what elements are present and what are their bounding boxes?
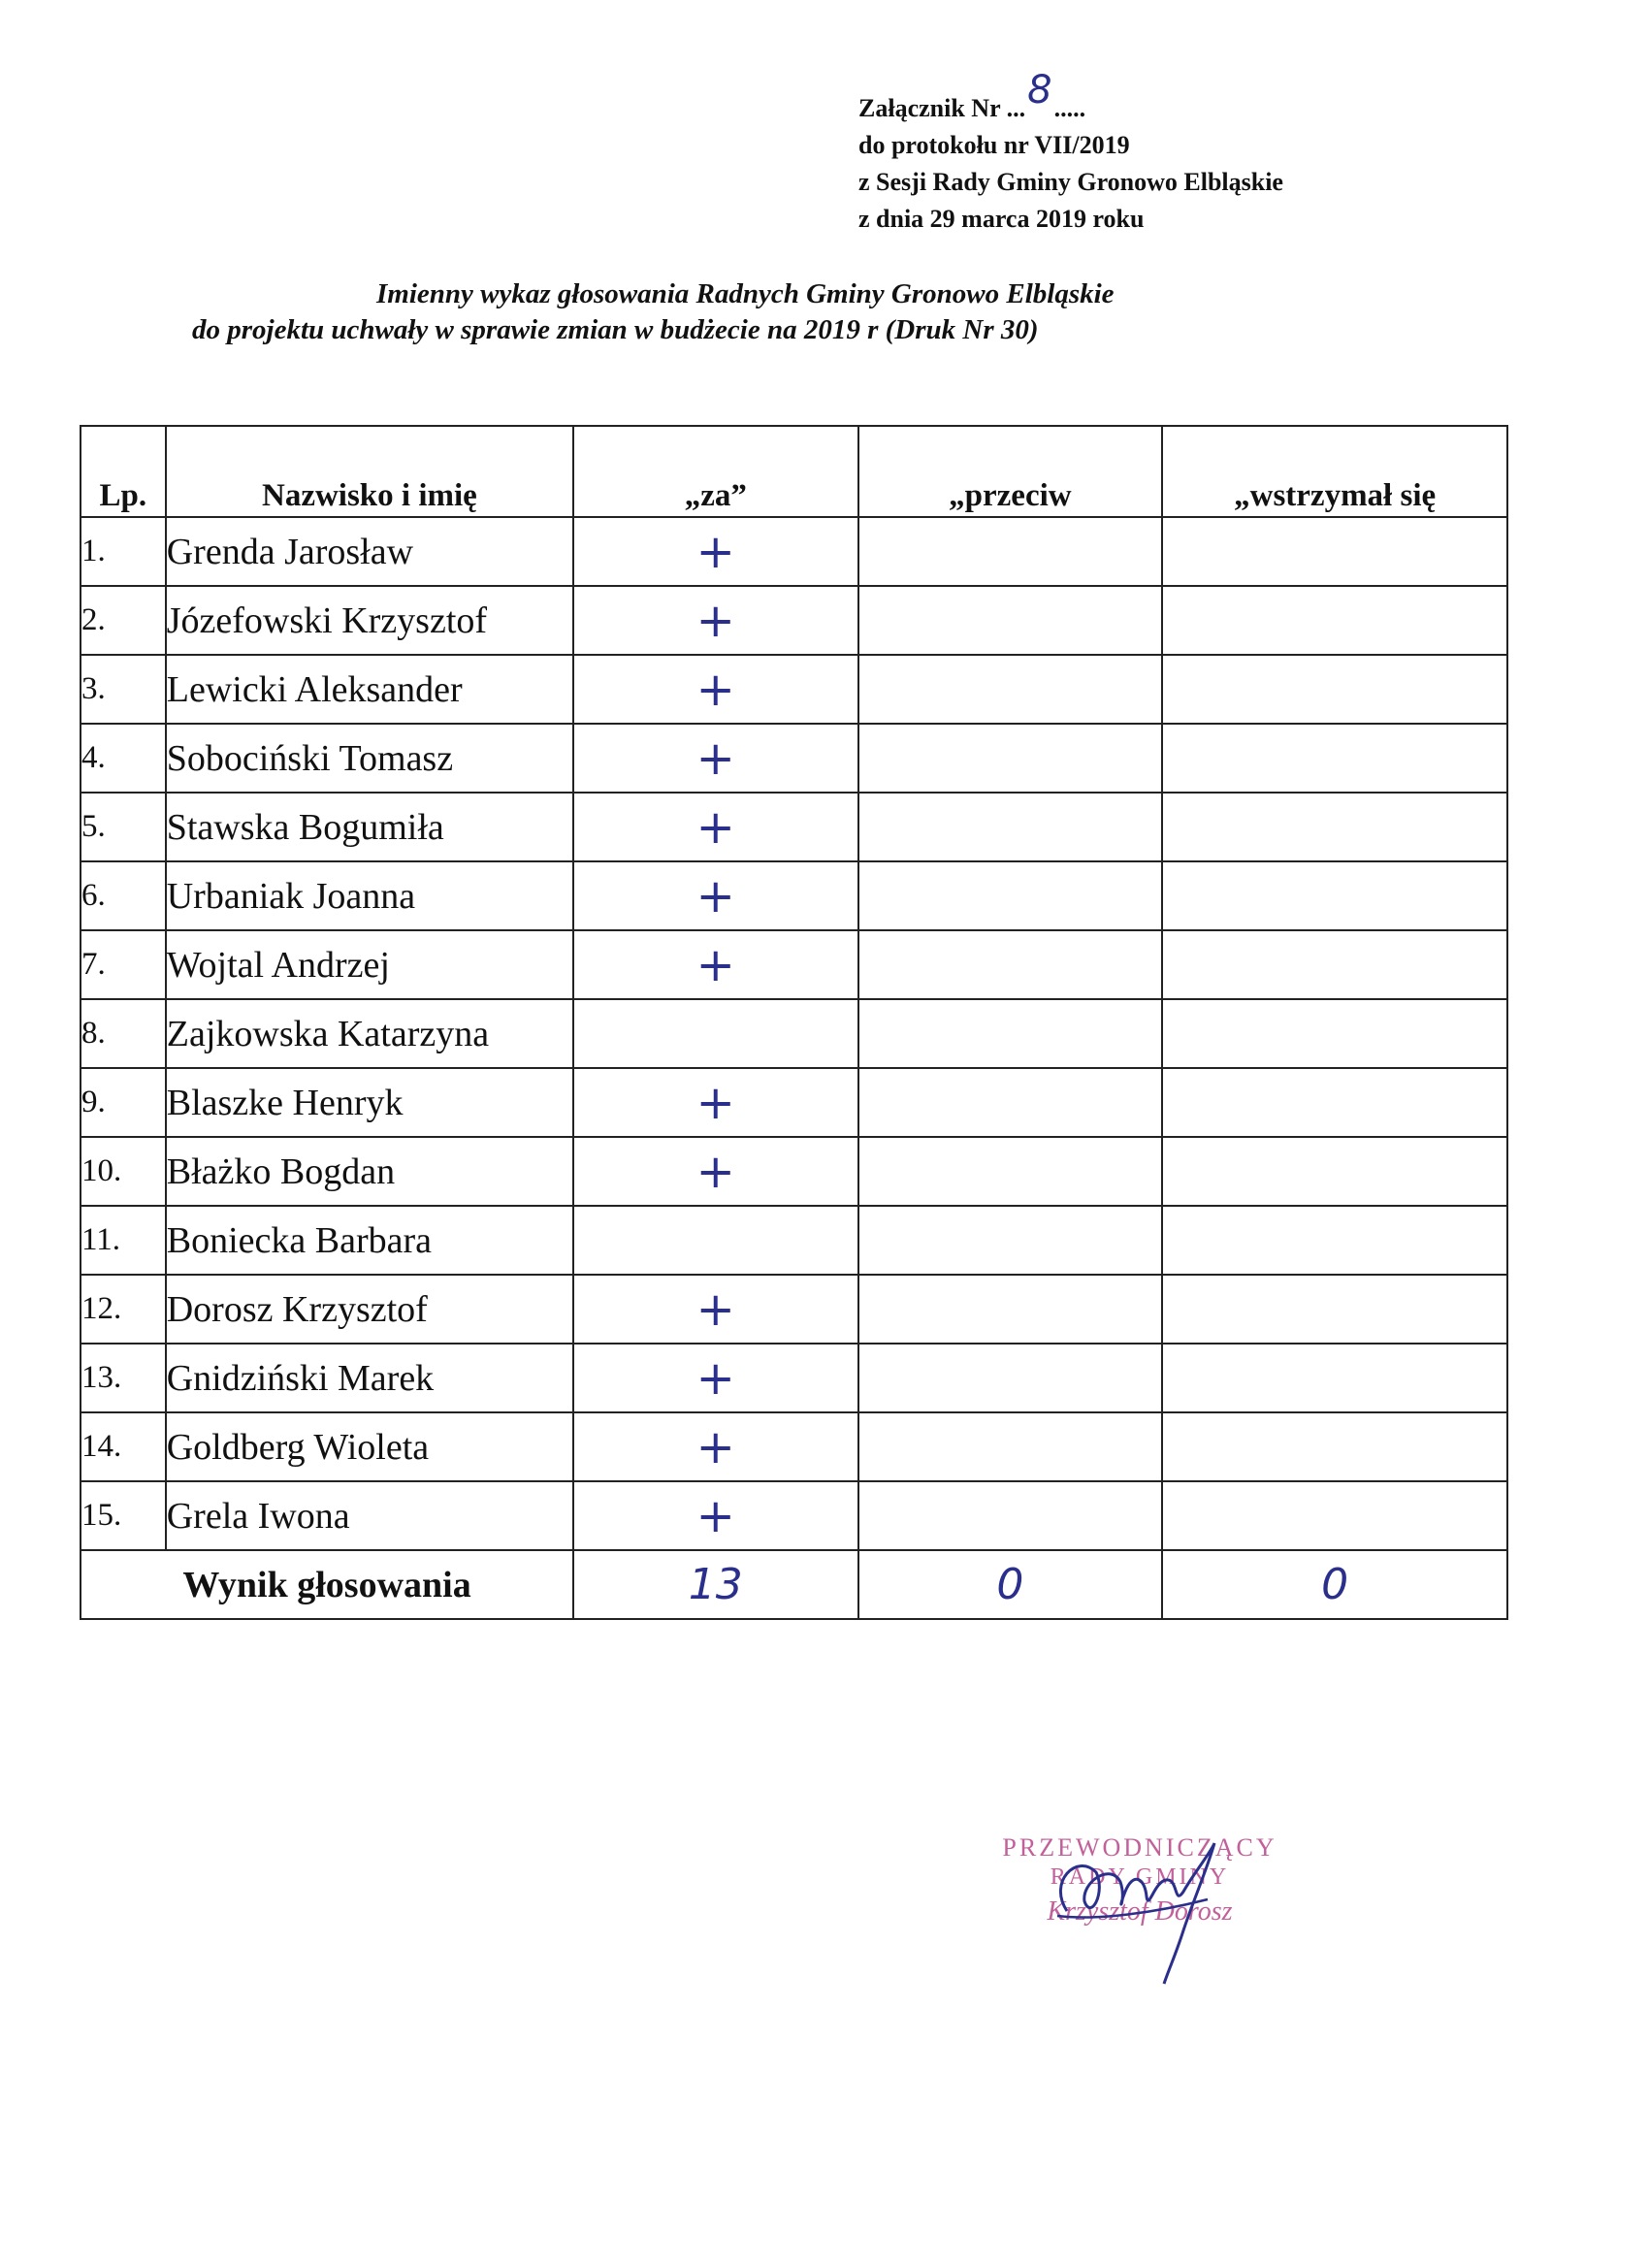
row-przeciw [858, 586, 1163, 655]
row-przeciw [858, 655, 1163, 724]
row-wstrzymal [1162, 1481, 1507, 1550]
row-wstrzymal [1162, 1344, 1507, 1412]
row-za [573, 999, 857, 1068]
row-lp: 15. [81, 1481, 166, 1550]
row-wstrzymal [1162, 793, 1507, 861]
row-przeciw [858, 1068, 1163, 1137]
row-lp: 11. [81, 1206, 166, 1275]
header-wstrzymal: „wstrzymał się [1162, 426, 1507, 517]
result-wstrzymal: 0 [1162, 1550, 1507, 1619]
row-name: Grela Iwona [166, 1481, 573, 1550]
row-przeciw [858, 1137, 1163, 1206]
row-za: + [573, 586, 857, 655]
result-row [81, 1550, 1507, 1619]
header-za: „za” [573, 426, 857, 517]
row-lp: 5. [81, 793, 166, 861]
voting-table [80, 425, 1508, 1620]
row-przeciw [858, 1344, 1163, 1412]
result-label: Wynik głosowania [81, 1550, 573, 1619]
row-name: Józefowski Krzysztof [166, 586, 573, 655]
table-row [81, 586, 1507, 655]
date-line: z dnia 29 marca 2019 roku [858, 205, 1145, 233]
stamp-title: PRZEWODNICZĄCY [1002, 1833, 1277, 1862]
row-za: + [573, 1344, 857, 1412]
row-przeciw [858, 1412, 1163, 1481]
row-przeciw [858, 1481, 1163, 1550]
row-przeciw [858, 1206, 1163, 1275]
row-wstrzymal [1162, 1412, 1507, 1481]
header-name: Nazwisko i imię [166, 426, 573, 517]
document-title-line2: do projektu uchwały w sprawie zmian w budżecie na 2019 r (Druk Nr 30) [192, 314, 1039, 345]
row-za: + [573, 1137, 857, 1206]
table-header-row [81, 426, 1507, 517]
attachment-suffix: ..... [1053, 94, 1086, 122]
row-za [573, 1206, 857, 1275]
header-przeciw: „przeciw [858, 426, 1163, 517]
row-przeciw [858, 517, 1163, 586]
row-name: Zajkowska Katarzyna [166, 999, 573, 1068]
attachment-prefix: Załącznik Nr ... [858, 94, 1026, 122]
row-wstrzymal [1162, 930, 1507, 999]
table-row [81, 655, 1507, 724]
row-wstrzymal [1162, 1068, 1507, 1137]
row-lp: 7. [81, 930, 166, 999]
row-przeciw [858, 861, 1163, 930]
row-name: Boniecka Barbara [166, 1206, 573, 1275]
signature-icon [1038, 1824, 1251, 1989]
row-za: + [573, 655, 857, 724]
row-name: Stawska Bogumiła [166, 793, 573, 861]
row-lp: 12. [81, 1275, 166, 1344]
row-name: Goldberg Wioleta [166, 1412, 573, 1481]
attachment-number: 8 [1027, 68, 1052, 113]
row-za: + [573, 1275, 857, 1344]
table-row [81, 1412, 1507, 1481]
row-przeciw [858, 1275, 1163, 1344]
attachment-line [858, 68, 1283, 127]
table-row [81, 1068, 1507, 1137]
row-wstrzymal [1162, 517, 1507, 586]
row-name: Gnidziński Marek [166, 1344, 573, 1412]
result-za: 13 [573, 1550, 857, 1619]
session-line: z Sesji Rady Gminy Gronowo Elbląskie [858, 168, 1283, 196]
row-wstrzymal [1162, 1206, 1507, 1275]
stamp-name: Krzysztof Dorosz [1047, 1896, 1233, 1927]
row-name: Dorosz Krzysztof [166, 1275, 573, 1344]
row-name: Blaszke Henryk [166, 1068, 573, 1137]
row-lp: 2. [81, 586, 166, 655]
row-za: + [573, 1412, 857, 1481]
row-wstrzymal [1162, 861, 1507, 930]
row-lp: 4. [81, 724, 166, 793]
header-lp: Lp. [81, 426, 166, 517]
table-row [81, 517, 1507, 586]
row-przeciw [858, 930, 1163, 999]
table-row [81, 1481, 1507, 1550]
row-przeciw [858, 724, 1163, 793]
row-lp: 8. [81, 999, 166, 1068]
row-wstrzymal [1162, 999, 1507, 1068]
row-name: Wojtal Andrzej [166, 930, 573, 999]
row-lp: 14. [81, 1412, 166, 1481]
stamp-subtitle: RADY GMINY [1050, 1864, 1230, 1890]
result-przeciw: 0 [858, 1550, 1163, 1619]
table-row [81, 1344, 1507, 1412]
table-row [81, 1275, 1507, 1344]
row-wstrzymal [1162, 1137, 1507, 1206]
row-lp: 1. [81, 517, 166, 586]
row-za: + [573, 517, 857, 586]
row-name: Lewicki Aleksander [166, 655, 573, 724]
table-row [81, 930, 1507, 999]
table-row [81, 724, 1507, 793]
row-wstrzymal [1162, 655, 1507, 724]
row-wstrzymal [1162, 586, 1507, 655]
row-za: + [573, 793, 857, 861]
row-wstrzymal [1162, 1275, 1507, 1344]
table-row [81, 1206, 1507, 1275]
document-title-line1: Imienny wykaz głosowania Radnych Gminy Gronowo Elbląskie [376, 278, 1115, 309]
row-lp: 10. [81, 1137, 166, 1206]
row-wstrzymal [1162, 724, 1507, 793]
row-za: + [573, 930, 857, 999]
row-za: + [573, 724, 857, 793]
row-lp: 13. [81, 1344, 166, 1412]
row-za: + [573, 861, 857, 930]
row-lp: 6. [81, 861, 166, 930]
row-przeciw [858, 793, 1163, 861]
row-lp: 3. [81, 655, 166, 724]
attachment-header [858, 68, 1283, 238]
table-row [81, 861, 1507, 930]
row-lp: 9. [81, 1068, 166, 1137]
table-row [81, 793, 1507, 861]
row-przeciw [858, 999, 1163, 1068]
row-za: + [573, 1068, 857, 1137]
protocol-line: do protokołu nr VII/2019 [858, 131, 1130, 159]
table-row [81, 1137, 1507, 1206]
row-name: Grenda Jarosław [166, 517, 573, 586]
row-name: Sobociński Tomasz [166, 724, 573, 793]
row-name: Błażko Bogdan [166, 1137, 573, 1206]
row-name: Urbaniak Joanna [166, 861, 573, 930]
row-za: + [573, 1481, 857, 1550]
table-row [81, 999, 1507, 1068]
